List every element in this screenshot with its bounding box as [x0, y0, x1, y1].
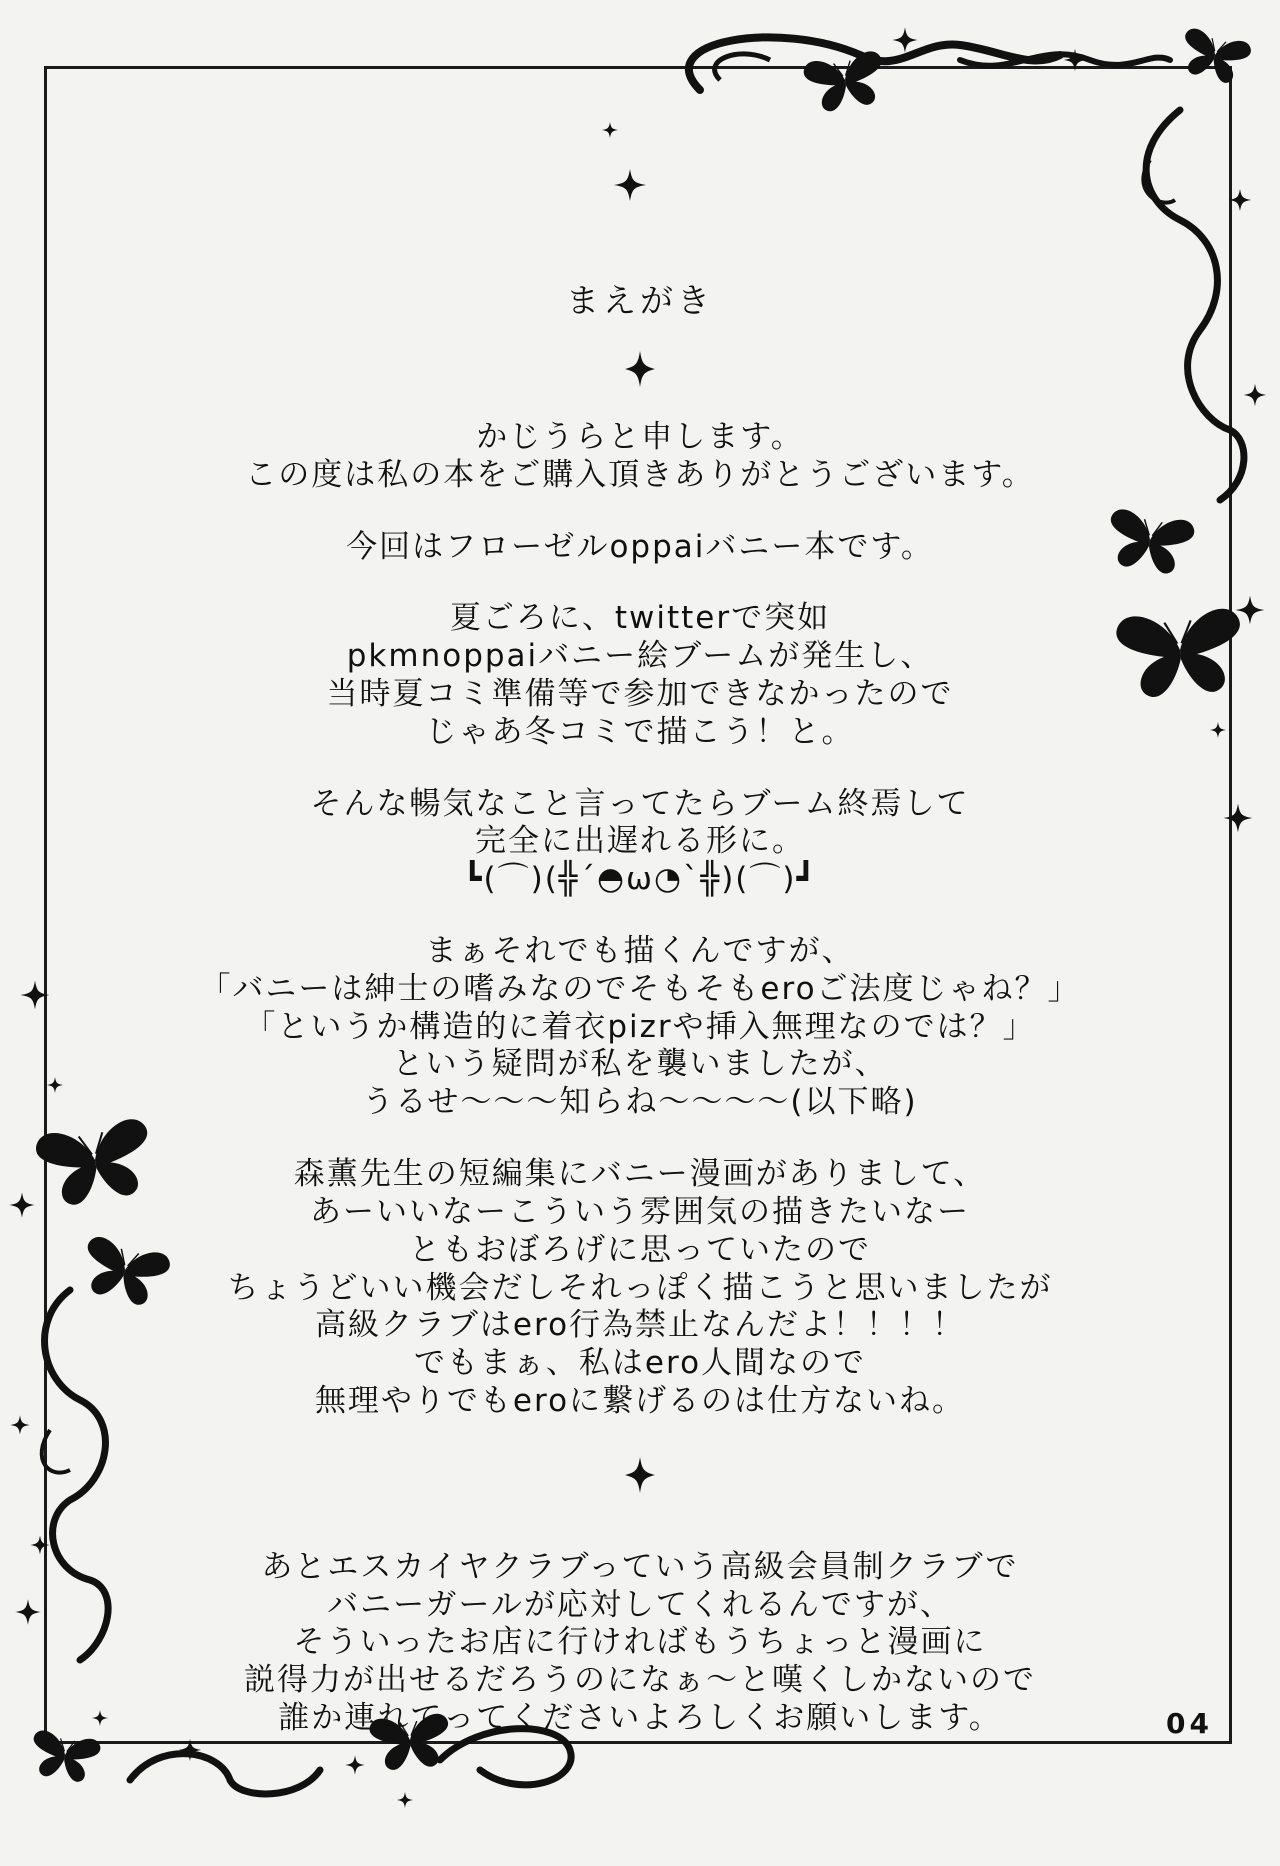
text-line: そんな暢気なこと言ってたらブーム終焉して: [310, 785, 970, 822]
page-number: 04: [1162, 1710, 1217, 1738]
sparkle-icon: [614, 169, 646, 201]
text-line: 当時夏コミ準備等で参加できなかったので: [326, 675, 954, 712]
sparkle-icon: [15, 1599, 41, 1625]
butterfly-icon: [34, 1117, 158, 1210]
butterfly-icon: [802, 50, 889, 115]
paragraph-inspiration: [140, 1156, 1140, 1421]
foreword-body: [140, 280, 1140, 1772]
paragraph-background: [140, 600, 1140, 751]
text-line: 森薫先生の短編集にバニー漫画がありまして、: [293, 1156, 987, 1193]
paragraph-topic: [140, 529, 1140, 567]
text-line: じゃあ冬コミで描こう！と。: [425, 713, 855, 750]
text-line: ちょうどいい機会だしそれっぽく描こうと思いましたが: [227, 1269, 1053, 1306]
sparkle-icon: [602, 122, 618, 138]
text-line: でもまぁ、私はero人間なので: [413, 1345, 867, 1382]
sparkle-icon: [1210, 722, 1226, 738]
sparkle-icon: [21, 981, 50, 1010]
text-line: 「というか構造的に着衣pizrや挿入無理なのでは？」: [244, 1008, 1036, 1045]
text-line: あーいいなーこういう雰囲気の描きたいなー: [310, 1193, 970, 1230]
sparkle-icon: [892, 27, 918, 53]
text-line: あとエスカイヤクラブっていう高級会員制クラブで: [261, 1548, 1019, 1585]
text-line: まぁそれでも描くんですが、: [425, 933, 855, 970]
text-line: という疑問が私を襲いましたが、: [392, 1046, 888, 1083]
sparkle-icon: [1244, 384, 1266, 406]
text-line: うるせ～～～知らね～～～～(以下略): [362, 1084, 918, 1121]
text-line: バニーガールが応対してくれるんですが、: [327, 1586, 953, 1623]
paragraph-questions: [140, 933, 1140, 1122]
text-line: 「バニーは紳士の嗜みなのでそもそもeroご法度じゃね？」: [199, 970, 1081, 1007]
page-title: まえがき: [566, 281, 714, 320]
butterfly-icon: [27, 1729, 101, 1785]
swirl-flourish-left: [45, 1290, 109, 1660]
sparkle-icon: [47, 1077, 63, 1093]
text-line: pkmnoppaiバニー絵ブームが発生し、: [346, 638, 934, 675]
swirl-flourish-right: [1146, 110, 1244, 500]
text-line: かじうらと申します。: [476, 418, 804, 455]
text-line: 今回はフローゼルoppaiバニー本です。: [346, 528, 934, 565]
sparkle-icon: [30, 1535, 49, 1554]
text-line: この度は私の本をご購入頂きありがとうございます。: [245, 456, 1035, 493]
text-line: 説得力が出せるだろうのになぁ～と嘆くしかないので: [244, 1662, 1036, 1699]
text-line: ともおぼろげに思っていたので: [409, 1231, 871, 1268]
sparkle-icon: [1229, 189, 1251, 211]
text-line: 夏ごろに、twitterで突如: [449, 600, 831, 637]
text-line: 誰か連れてってくださいよろしくお願いします。: [278, 1700, 1002, 1737]
paragraph-greeting: [140, 419, 1140, 495]
text-line: 高級クラブはero行為禁止なんだよ！！！！: [314, 1307, 966, 1344]
sparkle-icon: [1236, 596, 1265, 625]
text-line: そういったお店に行ければもうちょっと漫画に: [293, 1624, 987, 1661]
sparkle-icon: [623, 349, 657, 389]
sparkle-icon: [397, 1792, 413, 1808]
sparkle-icon: [9, 1192, 35, 1218]
butterfly-icon: [1176, 26, 1253, 87]
text-line: 完全に出遅れる形に。: [475, 823, 805, 860]
paragraph-request: [140, 1549, 1140, 1738]
text-line: ┗(⌒)(╬´◓ω◔`╬)(⌒)┛: [462, 861, 818, 898]
sparkle-icon: [92, 1710, 108, 1726]
paragraph-late: [140, 786, 1140, 899]
sparkle-icon: [623, 1455, 657, 1495]
sparkle-icon: [1224, 804, 1253, 833]
text-line: 無理やりでもeroに繋げるのは仕方ないね。: [314, 1382, 966, 1419]
sparkle-icon: [10, 1415, 29, 1434]
